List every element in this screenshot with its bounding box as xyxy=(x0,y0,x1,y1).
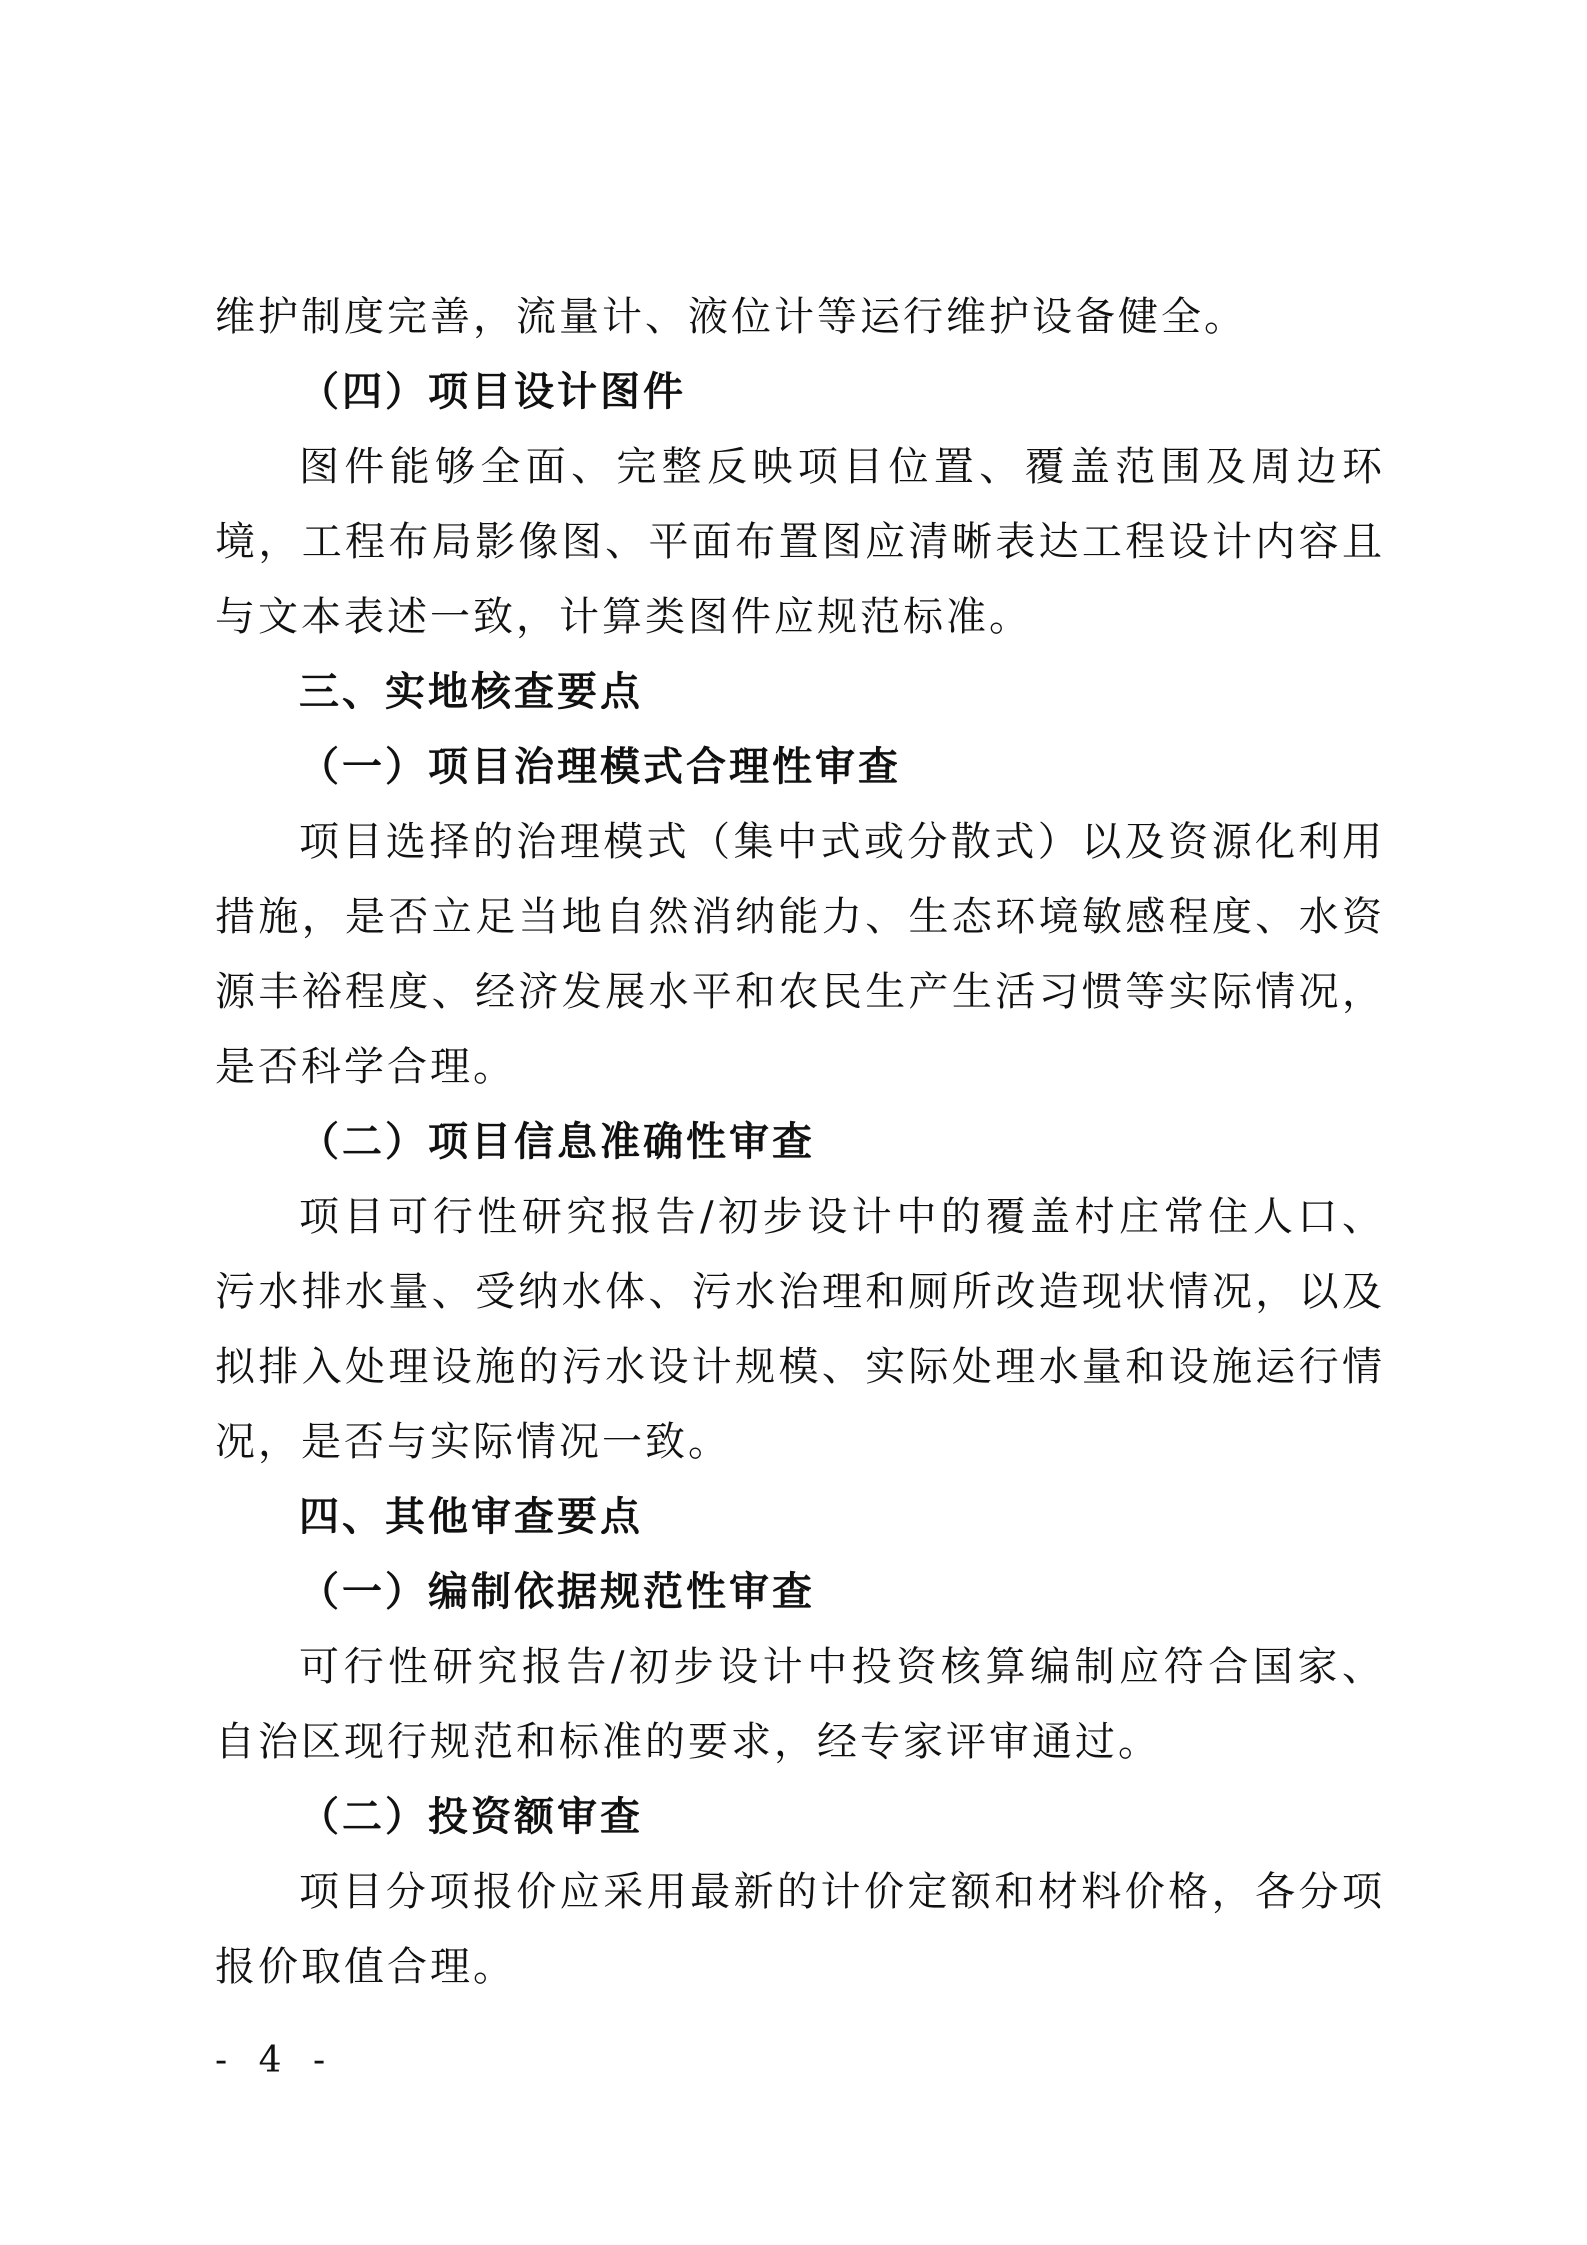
document-body xyxy=(215,280,1385,2005)
paragraph-governance-mode-review: 项目选择的治理模式（集中式或分散式）以及资源化利用措施，是否立足当地自然消纳能力、生态环境敏感程度、水资源丰裕程度、经济发展水平和农民生产生活习惯等实际情况，是否科学合理。 xyxy=(215,819,1385,1090)
paragraph-information-accuracy-review: 项目可行性研究报告/初步设计中的覆盖村庄常住人口、污水排水量、受纳水体、污水治理和厕所改造现状情况，以及拟排入处理设施的污水设计规模、实际处理水量和设施运行情况，是否与实际情况一致。 xyxy=(215,1194,1385,1465)
section-heading-site-verification: 三、实地核查要点 xyxy=(299,669,643,715)
section-heading-other-review-points: 四、其他审查要点 xyxy=(299,1494,643,1540)
paragraph-design-drawings: 图件能够全面、完整反映项目位置、覆盖范围及周边环境，工程布局影像图、平面布置图应清晰表达工程设计内容且与文本表述一致，计算类图件应规范标准。 xyxy=(215,444,1385,640)
page-number: - 4 - xyxy=(215,2040,336,2081)
heading-information-accuracy-review: （二）项目信息准确性审查 xyxy=(299,1119,815,1165)
heading-design-drawings: （四）项目设计图件 xyxy=(299,369,686,415)
heading-basis-standard-review: （一）编制依据规范性审查 xyxy=(299,1569,815,1615)
paragraph-basis-standard-review: 可行性研究报告/初步设计中投资核算编制应符合国家、自治区现行规范和标准的要求，经专家评审通过。 xyxy=(215,1644,1385,1765)
paragraph-maintenance-continued: 维护制度完善，流量计、液位计等运行维护设备健全。 xyxy=(215,294,1247,340)
paragraph-investment-review: 项目分项报价应采用最新的计价定额和材料价格，各分项报价取值合理。 xyxy=(215,1869,1385,1990)
heading-governance-mode-review: （一）项目治理模式合理性审查 xyxy=(299,744,901,790)
heading-investment-review: （二）投资额审查 xyxy=(299,1794,643,1840)
